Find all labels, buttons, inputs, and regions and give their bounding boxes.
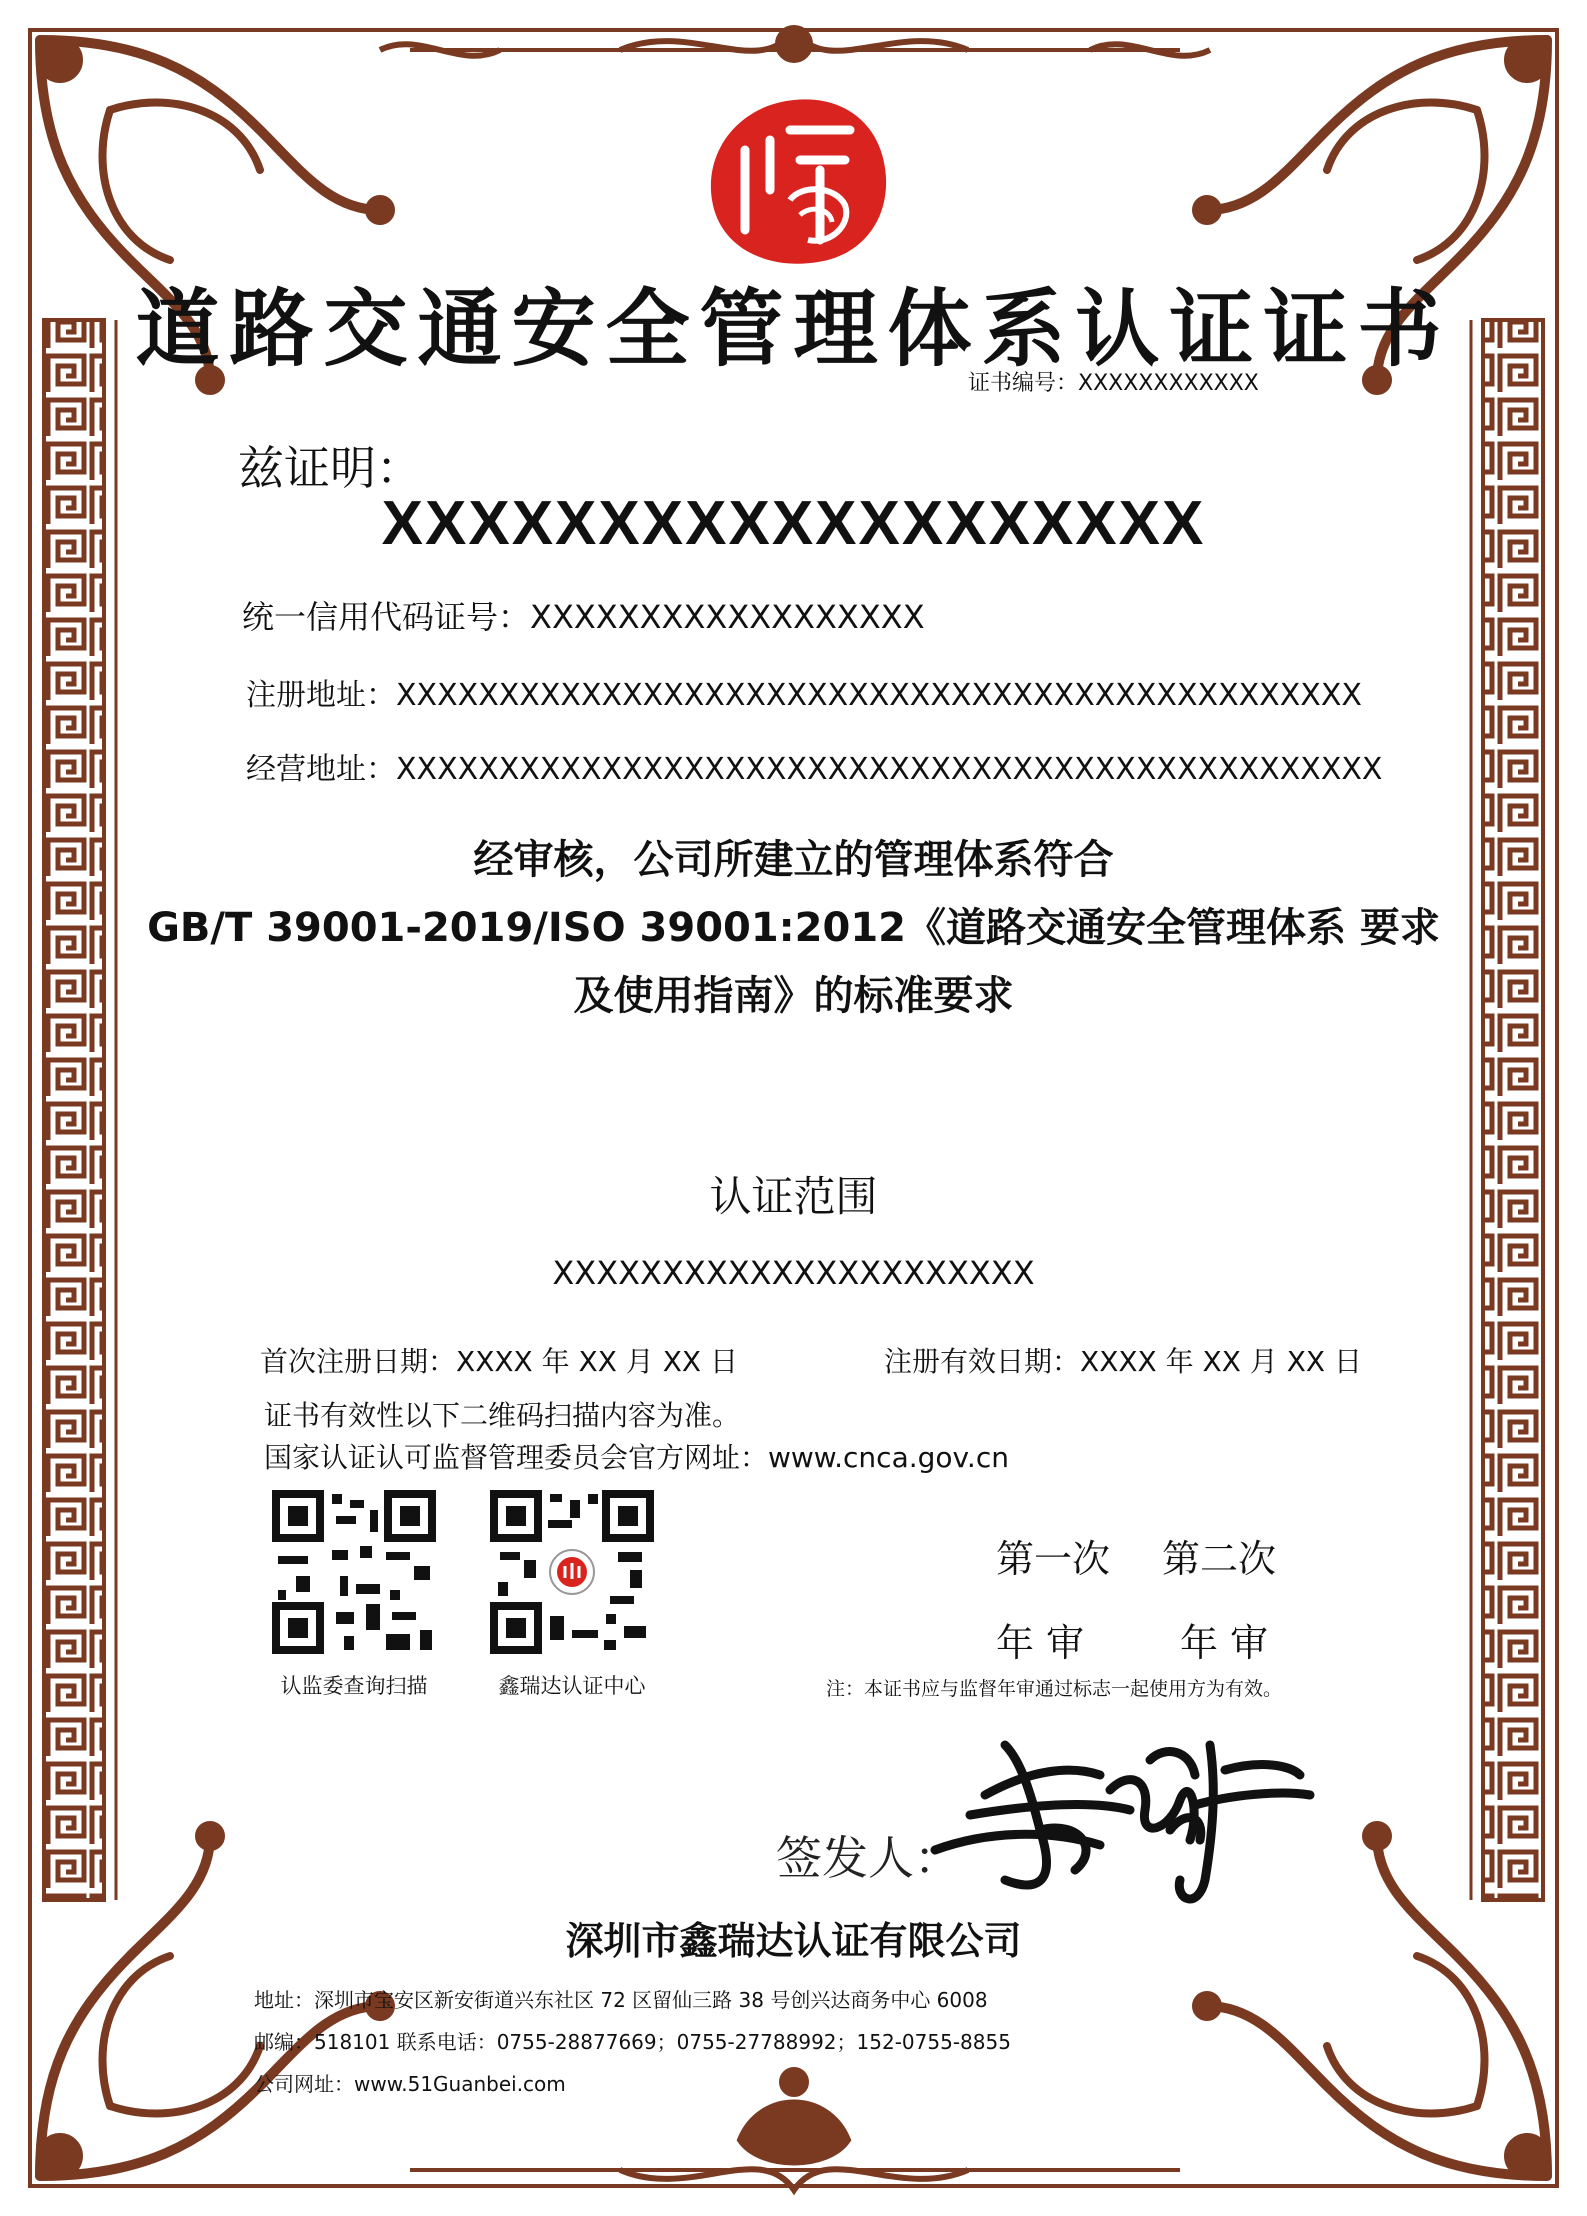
annual-review-note: 注：本证书应与监督年审通过标志一起使用方为有效。 — [826, 1678, 1283, 1700]
statement-line-1: 经审核，公司所建立的管理体系符合 — [473, 837, 1114, 883]
valid-date-value: XXXX 年 XX 月 XX 日 — [1080, 1345, 1362, 1378]
registered-address-label: 注册地址： — [246, 678, 396, 713]
validity-note: 证书有效性以下二维码扫描内容为准。 — [264, 1399, 741, 1432]
cnca-note: 国家认证认可监督管理委员会官方网址：www.cnca.gov.cn — [264, 1441, 1009, 1474]
business-address-value: XXXXXXXXXXXXXXXXXXXXXXXXXXXXXXXXXXXXXXXXXXXXXXXX — [396, 752, 1383, 787]
business-address-row — [246, 744, 1382, 788]
annual-review-first-label: 年 审 — [996, 1621, 1085, 1665]
annual-review-second: 第二次 — [1162, 1537, 1277, 1581]
annual-review-first: 第一次 — [996, 1537, 1111, 1581]
qr-caption-xinruida: 鑫瑞达认证中心 — [498, 1674, 646, 1698]
business-address-label: 经营地址： — [246, 752, 396, 787]
footer-address: 地址：深圳市宝安区新安街道兴东社区 72 区留仙三路 38 号创兴达商务中心 6008 — [254, 1988, 988, 2012]
first-registration-label: 首次注册日期： — [260, 1345, 457, 1378]
signature — [935, 1745, 1310, 1899]
credit-code-value: XXXXXXXXXXXXXXXXXX — [530, 598, 925, 636]
credit-code-row — [242, 592, 925, 638]
company-name: XXXXXXXXXXXXXXXXXXX — [381, 489, 1206, 558]
footer-contact: 邮编：518101 联系电话：0755-28877669；0755-27788992；152-0755-8855 — [254, 2030, 1011, 2054]
valid-date — [884, 1340, 1362, 1380]
statement-line-3: 及使用指南》的标准要求 — [573, 973, 1014, 1019]
certificate-number-label: 证书编号： — [968, 371, 1079, 396]
certificate-number-value: XXXXXXXXXXXX — [1078, 371, 1259, 396]
scope-title: 认证范围 — [709, 1172, 878, 1221]
conformity-statement — [0, 826, 1587, 1030]
qr-code-cnca — [270, 1488, 438, 1656]
annual-review-second-label: 年 审 — [1180, 1621, 1269, 1665]
first-registration-date — [260, 1340, 738, 1380]
statement-line-2: GB/T 39001-2019/ISO 39001:2012《道路交通安全管理体系 要求 — [147, 905, 1440, 951]
valid-date-label: 注册有效日期： — [884, 1345, 1081, 1378]
registered-address-value: XXXXXXXXXXXXXXXXXXXXXXXXXXXXXXXXXXXXXXXXXXXXXXX — [396, 678, 1362, 713]
registered-address-row — [246, 670, 1362, 714]
certificate-title: 道路交通安全管理体系认证证书 — [135, 279, 1452, 378]
top-ornament — [380, 28, 1210, 60]
scope-value: XXXXXXXXXXXXXXXXXXXXXX — [552, 1254, 1035, 1292]
signer-label: 签发人： — [776, 1831, 960, 1885]
hereby-certify-label: 兹证明： — [238, 441, 422, 495]
issuing-company: 深圳市鑫瑞达认证有限公司 — [565, 1919, 1022, 1963]
qr-code-xinruida — [488, 1488, 656, 1656]
certificate-number — [968, 366, 1259, 397]
first-registration-value: XXXX 年 XX 月 XX 日 — [456, 1345, 738, 1378]
company-seal-logo — [711, 99, 886, 263]
credit-code-label: 统一信用代码证号： — [242, 598, 531, 636]
footer-website: 公司网址：www.51Guanbei.com — [254, 2072, 566, 2096]
qr-caption-cnca: 认监委查询扫描 — [280, 1674, 428, 1698]
